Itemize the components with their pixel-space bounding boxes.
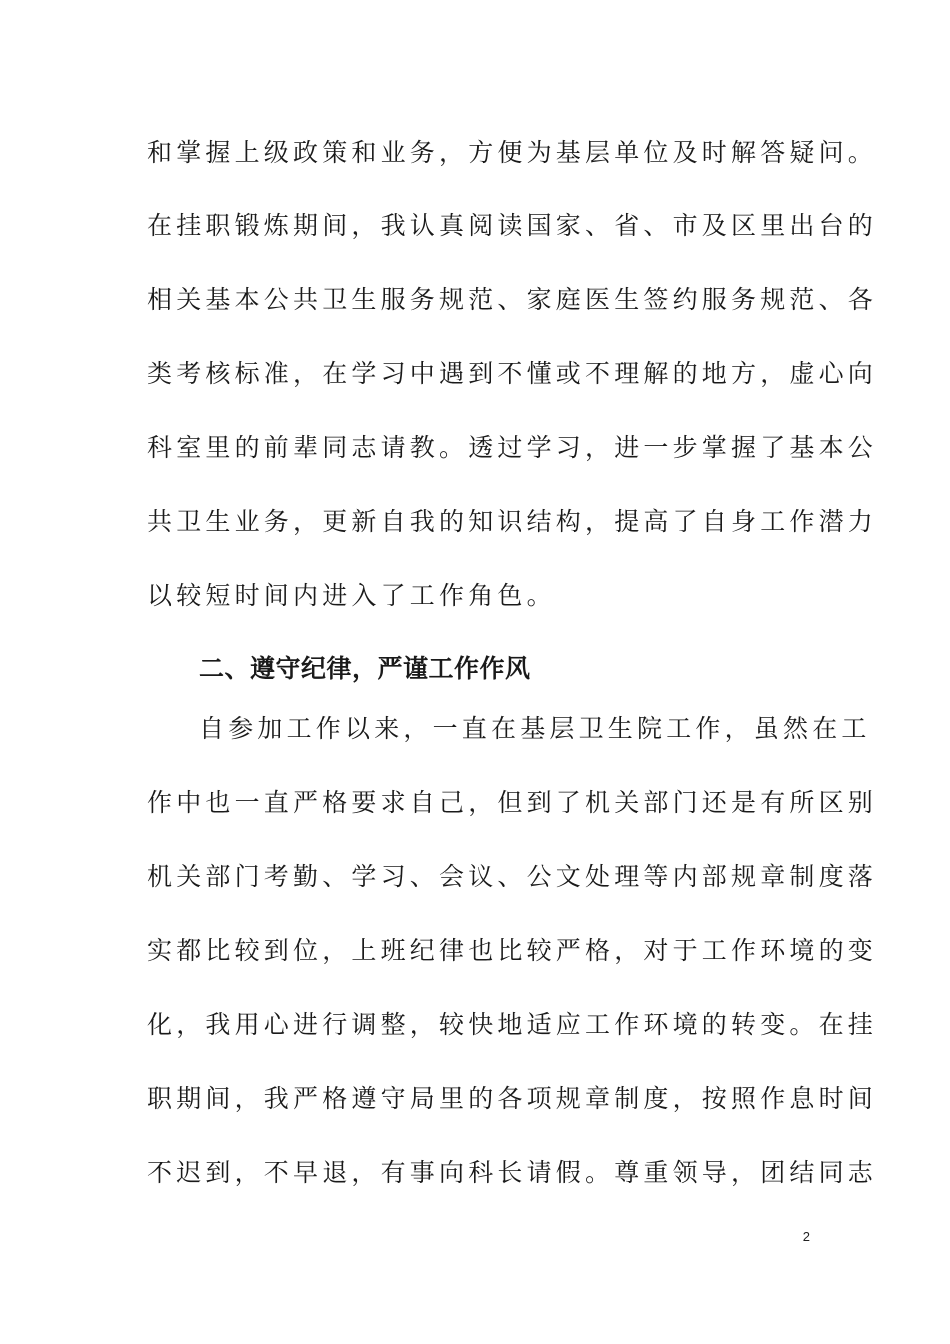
section-heading: 二、遵守纪律，严谨工作作风	[199, 654, 531, 683]
page-number: 2	[802, 1229, 810, 1244]
paragraph1-line-3: 相关基本公共卫生服务规范、家庭医生签约服务规范、各	[147, 285, 878, 314]
paragraph2-line-6: 职期间，我严格遵守局里的各项规章制度，按照作息时间	[147, 1084, 878, 1113]
paragraph1-line-7: 以较短时间内进入了工作角色。	[147, 581, 556, 610]
paragraph2-line-1: 自参加工作以来，一直在基层卫生院工作，虽然在工	[199, 714, 871, 743]
paragraph1-line-5: 科室里的前辈同志请教。透过学习，进一步掌握了基本公	[147, 433, 878, 462]
paragraph2-line-7: 不迟到，不早退，有事向科长请假。尊重领导，团结同志	[147, 1158, 878, 1187]
paragraph2-line-4: 实都比较到位，上班纪律也比较严格，对于工作环境的变	[147, 936, 878, 965]
paragraph1-line-4: 类考核标准，在学习中遇到不懂或不理解的地方，虚心向	[147, 359, 878, 388]
paragraph1-line-2: 在挂职锻炼期间，我认真阅读国家、省、市及区里出台的	[147, 211, 878, 240]
paragraph1-line-1: 和掌握上级政策和业务，方便为基层单位及时解答疑问。	[147, 138, 878, 167]
paragraph1-line-6: 共卫生业务，更新自我的知识结构，提高了自身工作潜力	[147, 507, 878, 536]
paragraph2-line-2: 作中也一直严格要求自己，但到了机关部门还是有所区别	[147, 788, 878, 817]
paragraph2-line-5: 化，我用心进行调整，较快地适应工作环境的转变。在挂	[147, 1010, 878, 1039]
paragraph2-line-3: 机关部门考勤、学习、会议、公文处理等内部规章制度落	[147, 862, 878, 891]
